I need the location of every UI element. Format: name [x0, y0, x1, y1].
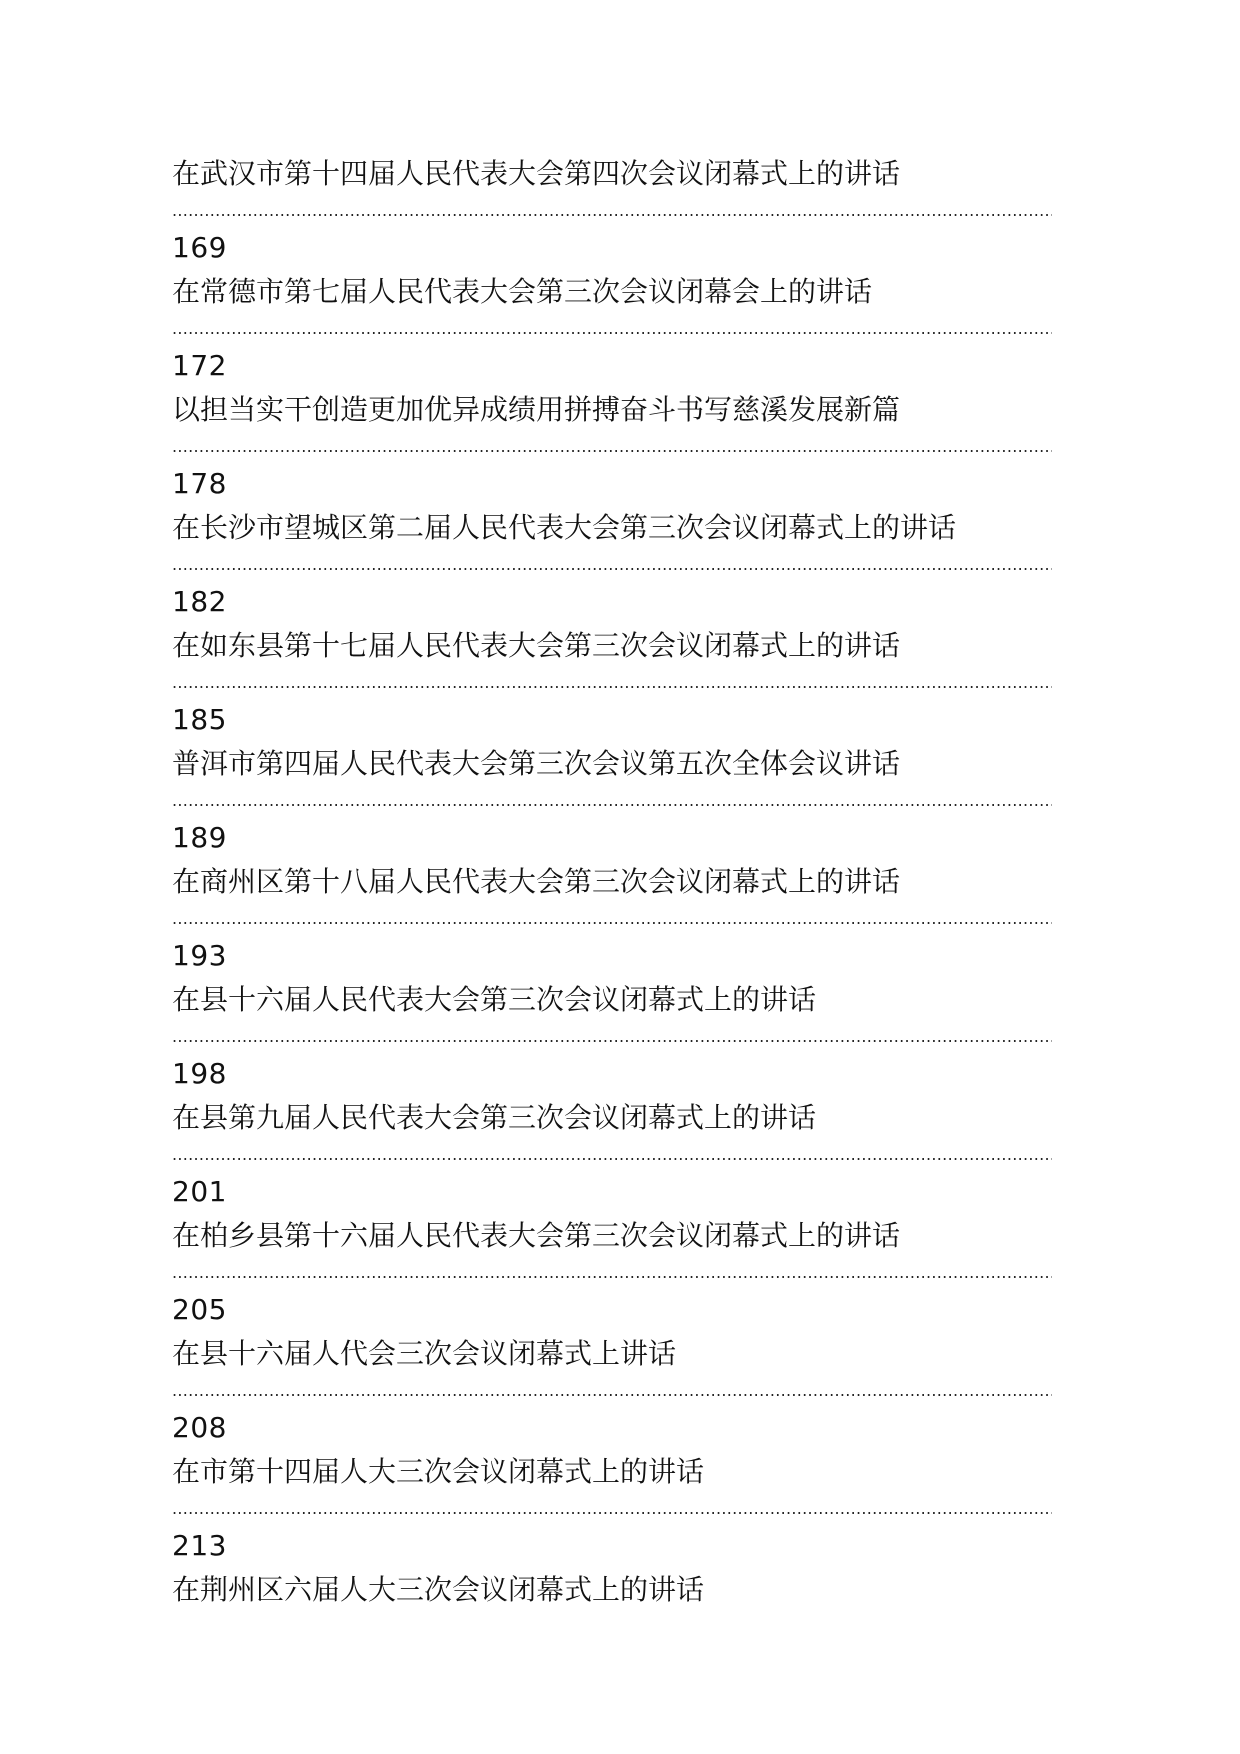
- toc-entry[interactable]: [172, 1450, 1052, 1568]
- toc-entry[interactable]: [172, 1096, 1052, 1214]
- toc-entry[interactable]: [172, 388, 1052, 506]
- toc-page-number: 172: [172, 349, 227, 382]
- toc-entry-title: 在柏乡县第十六届人民代表大会第三次会议闭幕式上的讲话: [172, 1219, 901, 1252]
- toc-page-number: 205: [172, 1293, 227, 1326]
- toc-page-number: 198: [172, 1057, 227, 1090]
- toc-entry-title: 在县十六届人民代表大会第三次会议闭幕式上的讲话: [172, 983, 817, 1016]
- toc-entry[interactable]: [172, 506, 1052, 624]
- toc-page-number: 185: [172, 703, 227, 736]
- toc-page-number: 169: [172, 231, 227, 264]
- dot-leader: [172, 432, 1052, 462]
- toc-entry-title: 在武汉市第十四届人民代表大会第四次会议闭幕式上的讲话: [172, 157, 901, 190]
- toc-entry-title: 在商州区第十八届人民代表大会第三次会议闭幕式上的讲话: [172, 865, 901, 898]
- dot-leader: [172, 1376, 1052, 1406]
- dot-leader: [172, 196, 1052, 226]
- dot-leader: [172, 314, 1052, 344]
- toc-page-number: 208: [172, 1411, 227, 1444]
- toc-entry-title: 在如东县第十七届人民代表大会第三次会议闭幕式上的讲话: [172, 629, 901, 662]
- toc-entry-last[interactable]: [172, 1568, 1052, 1612]
- toc-page-number: 201: [172, 1175, 227, 1208]
- toc-entry-title: 在长沙市望城区第二届人民代表大会第三次会议闭幕式上的讲话: [172, 511, 957, 544]
- toc-entry-title: 在县第九届人民代表大会第三次会议闭幕式上的讲话: [172, 1101, 817, 1134]
- toc-page-number: 189: [172, 821, 227, 854]
- dot-leader: [172, 668, 1052, 698]
- toc-entry[interactable]: [172, 1214, 1052, 1332]
- toc-entry[interactable]: [172, 1332, 1052, 1450]
- dot-leader: [172, 550, 1052, 580]
- dot-leader: [172, 904, 1052, 934]
- toc-entry-title: 以担当实干创造更加优异成绩用拼搏奋斗书写慈溪发展新篇: [172, 393, 901, 426]
- toc-entry[interactable]: [172, 742, 1052, 860]
- table-of-contents: [172, 152, 1052, 1612]
- toc-entry-title: 普洱市第四届人民代表大会第三次会议第五次全体会议讲话: [172, 747, 901, 780]
- toc-entry-title: 在县十六届人代会三次会议闭幕式上讲话: [172, 1337, 677, 1370]
- dot-leader: [172, 1022, 1052, 1052]
- toc-page-number: 182: [172, 585, 227, 618]
- toc-page-number: 193: [172, 939, 227, 972]
- toc-page-number: 213: [172, 1529, 227, 1562]
- toc-entry-title: 在市第十四届人大三次会议闭幕式上的讲话: [172, 1455, 705, 1488]
- toc-entry[interactable]: [172, 860, 1052, 978]
- toc-entry[interactable]: [172, 152, 1052, 270]
- toc-entry[interactable]: [172, 270, 1052, 388]
- dot-leader: [172, 786, 1052, 816]
- dot-leader: [172, 1258, 1052, 1288]
- dot-leader: [172, 1494, 1052, 1524]
- toc-entry-title: 在常德市第七届人民代表大会第三次会议闭幕会上的讲话: [172, 275, 873, 308]
- toc-entry-title: 在荆州区六届人大三次会议闭幕式上的讲话: [172, 1573, 705, 1606]
- dot-leader: [172, 1140, 1052, 1170]
- toc-entry[interactable]: [172, 978, 1052, 1096]
- toc-page-number: 178: [172, 467, 227, 500]
- toc-entry[interactable]: [172, 624, 1052, 742]
